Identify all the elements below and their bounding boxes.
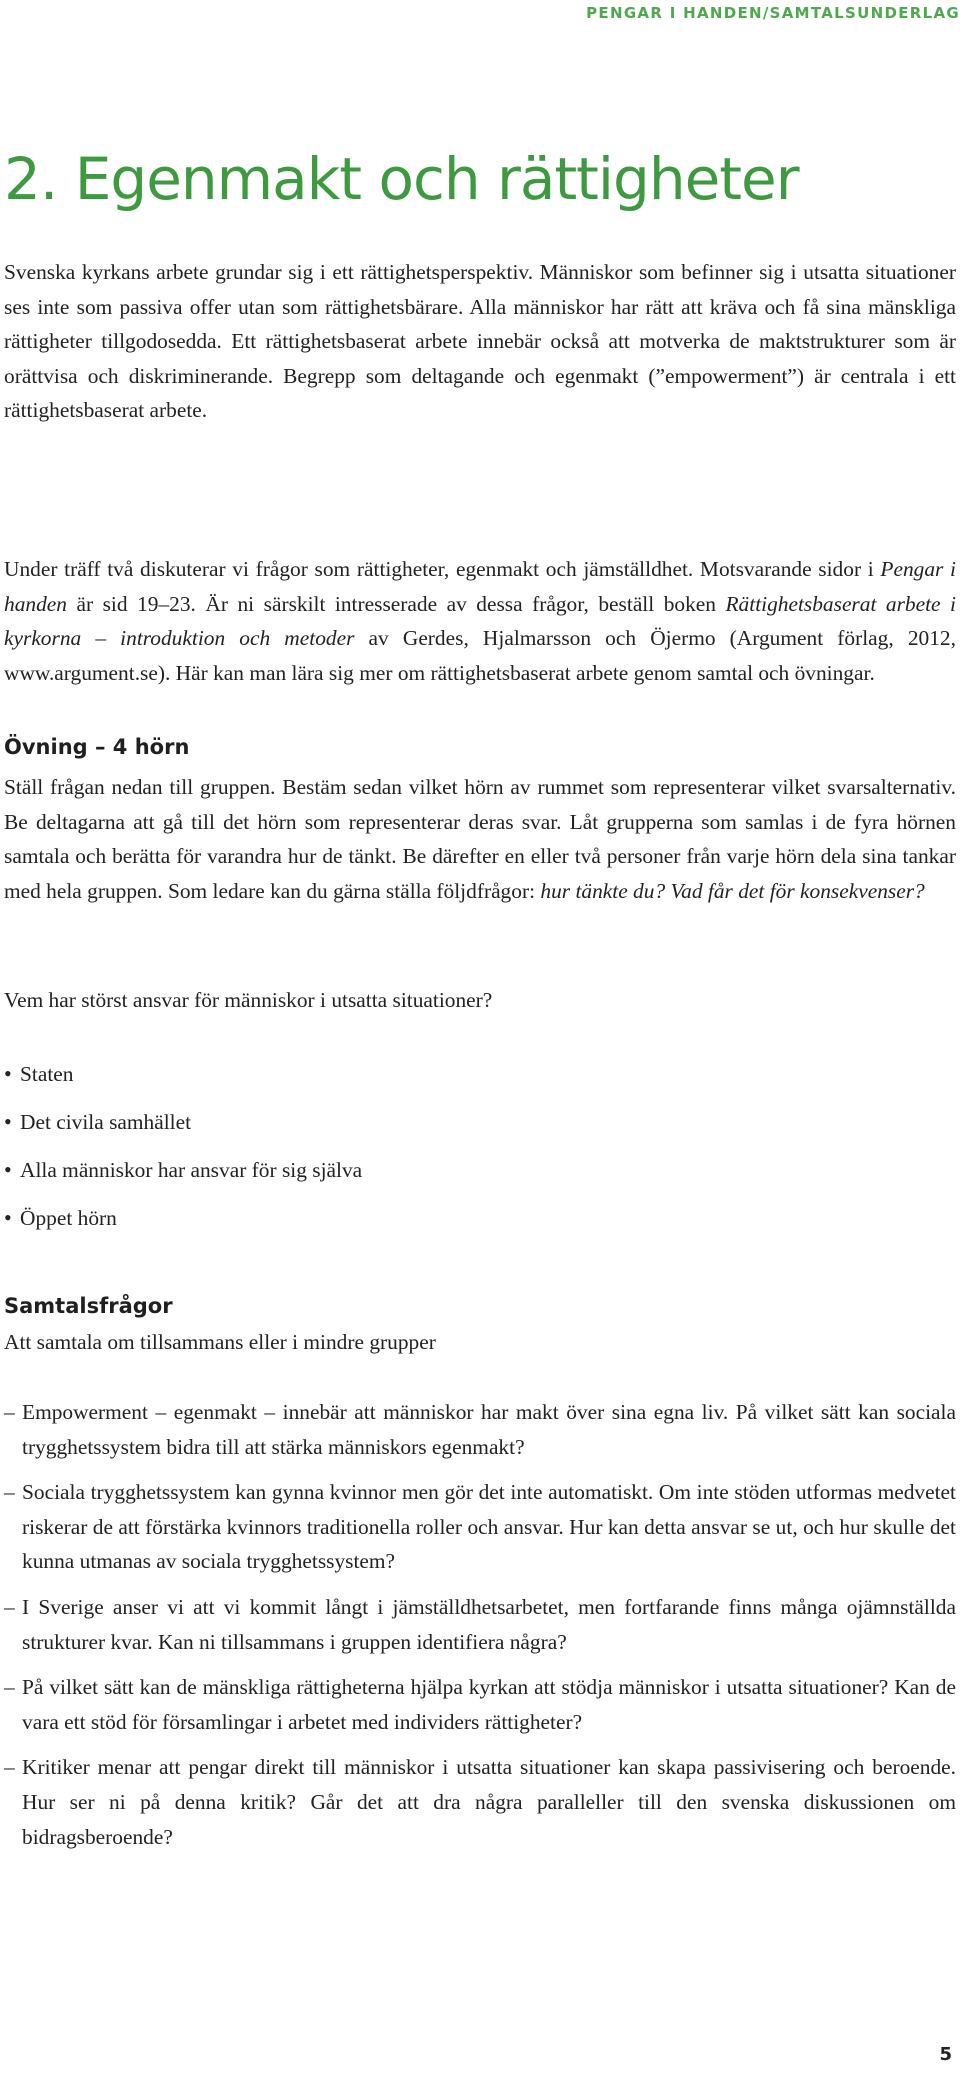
ovning-instructions — [4, 770, 956, 908]
list-item — [4, 1050, 362, 1098]
list-item — [4, 1098, 362, 1146]
list-item — [4, 1395, 956, 1464]
intro-paragraph — [4, 255, 956, 428]
answer-options-list — [4, 1050, 362, 1242]
running-header: PENGAR I HANDEN/SAMTALSUNDERLAG — [586, 4, 960, 22]
samtal-subtitle: Att samtala om tillsammans eller i mindre grupper — [4, 1330, 436, 1354]
dash-icon: – — [4, 1675, 15, 1700]
dash-icon: – — [4, 1400, 15, 1424]
question-text: På vilket sätt kan de mänskliga rättigheterna hjälpa kyrkan att stödja människor i utsatta situationer? Kan de vara ett stöd för församlingar i arbetet med individers rättigheter? — [22, 1675, 956, 1734]
ovning-heading: Övning – 4 hörn — [4, 735, 190, 759]
question-text: Empowerment – egenmakt – innebär att människor har makt över sina egna liv. På vilket sätt kan sociala trygghetssystem bidra till att stärka människors egenmakt? — [22, 1400, 956, 1459]
ovning-text-main: Ställ frågan nedan till gruppen. Bestäm sedan vilket hörn av rummet som representerar vilket svarsalternativ. Be deltagarna att gå till det hörn som representerar deras svar. Låt grupperna som samlas i de fyra hörnen samtala och berätta för varandra hur de tänkt. Be därefter en eller två personer från varje hörn dela sina tankar med hela gruppen. Som ledare kan du gärna ställa följdfrågor: — [4, 775, 956, 903]
question-text: I Sverige anser vi att vi kommit långt i jämställdhetsarbetet, men fortfarande finns många ojämnställda strukturer kvar. Kan ni tillsammans i gruppen identifiera några? — [22, 1594, 956, 1654]
list-item — [4, 1670, 956, 1739]
bullet-icon: • — [4, 1109, 12, 1134]
intro2-part-b: är sid 19–23. Är ni särskilt intresserade av dessa frågor, beställ boken — [66, 591, 726, 616]
list-item — [4, 1475, 956, 1579]
dash-icon: – — [4, 1755, 15, 1780]
ovning-followup-questions: hur tänkte du? Vad får det för konsekvenser? — [540, 878, 925, 903]
list-item — [4, 1146, 362, 1194]
dash-icon: – — [4, 1480, 15, 1505]
intro2-part-a: Under träff två diskuterar vi frågor som rättigheter, egenmakt och jämställdhet. Motsvarande sidor i — [4, 557, 881, 581]
bullet-icon: • — [4, 1205, 12, 1230]
question-text: Sociala trygghetssystem kan gynna kvinnor men gör det inte automatiskt. Om inte stöden utformas medvetet riskerar de att förstärka kvinnors traditionella roller och ansvar. Hur kan detta ansvar se ut, och hur skulle det kunna utmanas av sociala trygghetssystem? — [22, 1480, 956, 1574]
bullet-icon: • — [4, 1157, 12, 1182]
option-label: Öppet hörn — [20, 1206, 117, 1230]
option-label: Alla människor har ansvar för sig själva — [20, 1158, 363, 1182]
intro2-part-c: av Gerdes, Hjalmarsson och Öjermo (Argument förlag, 2012, www.argument.se). Här kan man lära sig mer om rättighetsbaserat arbete genom samtal och övningar. — [4, 626, 956, 685]
list-item — [4, 1590, 956, 1659]
book-title-rattighetsbaserat: Rättighetsbaserat arbete i kyrkorna – introduktion och metoder — [4, 591, 956, 651]
intro-text: Svenska kyrkans arbete grundar sig i ett rättighetsperspektiv. Människor som befinner sig i utsatta situationer ses inte som passiva offer utan som rättighetsbärare. Alla människor har rätt att kräva och få sina mänskliga rättigheter tillgodosedda. Ett rättighetsbaserat arbete innebär också att motverka de maktstrukturer som är orättvisa och diskriminerande. Begrepp som deltagande och egenmakt (”empowerment”) är centrala i ett rättighetsbaserat arbete. — [4, 260, 956, 423]
dash-icon: – — [4, 1594, 15, 1619]
list-item — [4, 1194, 362, 1242]
book-title-pengar-i-handen: Pengar i handen — [4, 557, 956, 616]
intro-paragraph-2 — [4, 552, 956, 690]
discussion-questions-list — [4, 1395, 956, 1865]
bullet-icon: • — [4, 1061, 12, 1086]
question-text: Kritiker menar att pengar direkt till människor i utsatta situationer kan skapa passivisering och beroende. Hur ser ni på denna kritik? Går det att dra några paralleller till den svenska diskussionen om bidragsberoende? — [22, 1755, 956, 1849]
list-item — [4, 1750, 956, 1854]
ovning-text — [4, 770, 956, 908]
option-label: Det civila samhället — [20, 1110, 192, 1134]
intro2-text — [4, 552, 956, 690]
chapter-title: 2. Egenmakt och rättigheter — [4, 145, 799, 213]
option-label: Staten — [20, 1062, 74, 1086]
samtal-heading: Samtalsfrågor — [4, 1294, 173, 1318]
ovning-question: Vem har störst ansvar för människor i utsatta situationer? — [4, 988, 493, 1012]
page-number: 5 — [939, 2044, 952, 2065]
